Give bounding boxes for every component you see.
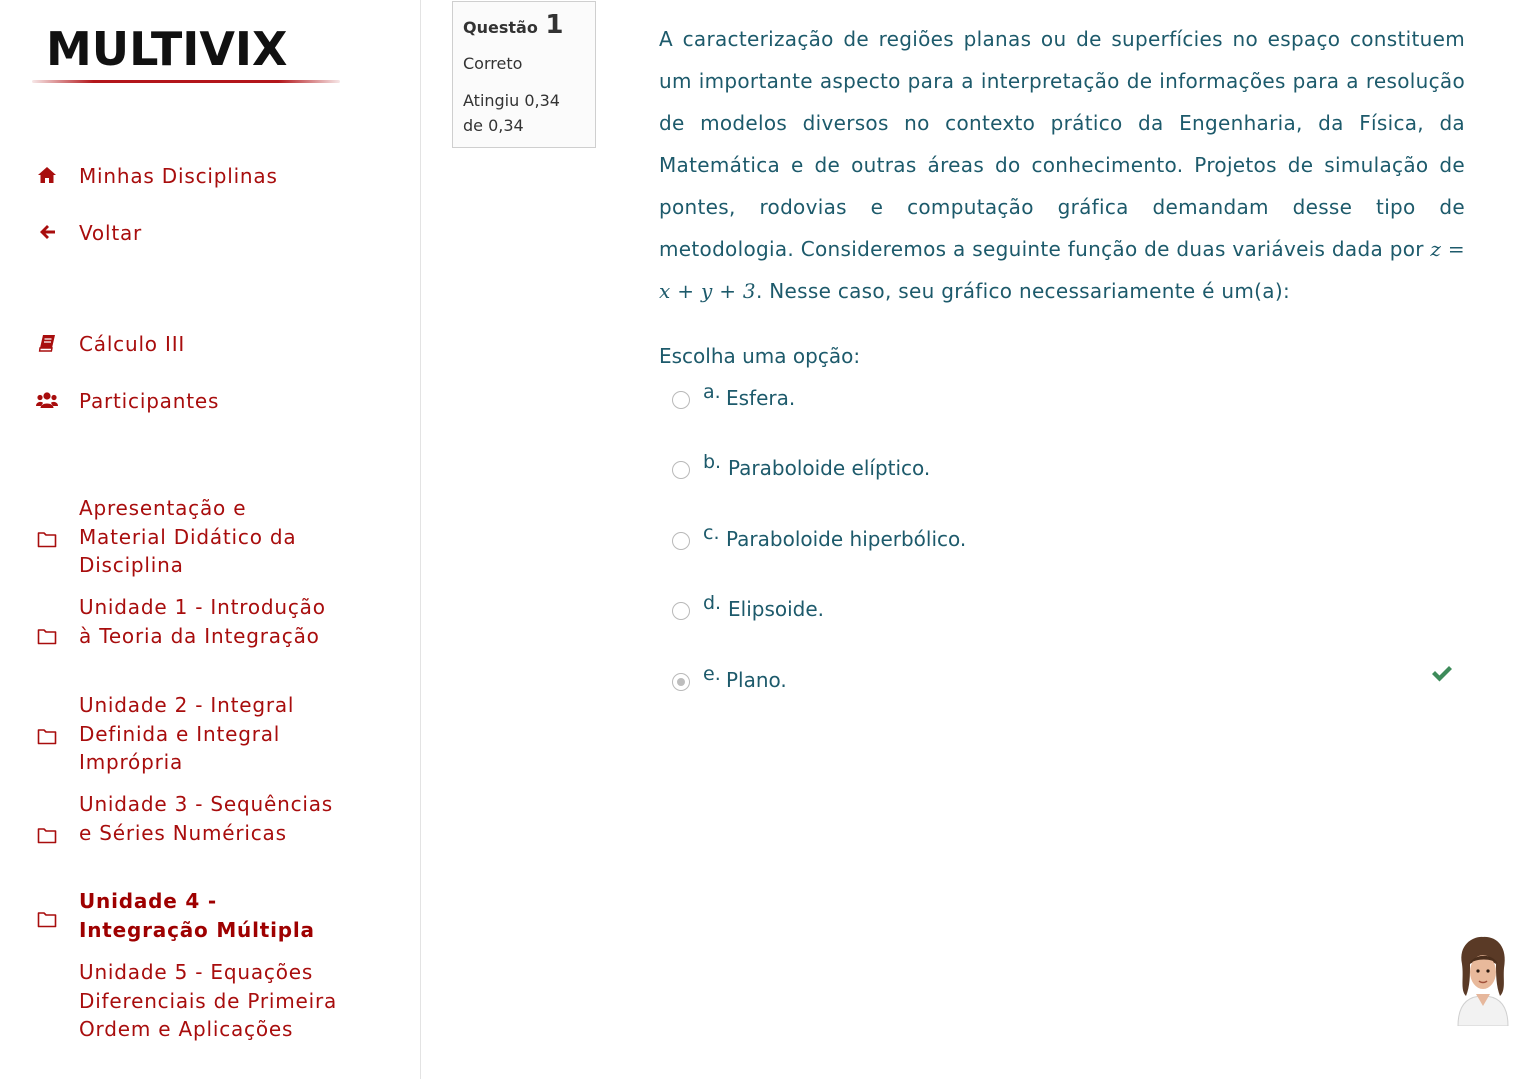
folder-icon [37,907,57,927]
option-c[interactable] [670,521,1460,561]
section-apresentacao[interactable] [0,494,400,580]
section-label: Unidade 4 - Integração Múltipla [79,889,315,942]
arrow-left-icon [36,221,58,243]
option-letter: b. [703,451,722,473]
section-unidade-4[interactable] [0,887,400,945]
question-grade: Atingiu 0,34 de 0,34 [463,91,560,135]
multivix-logo[interactable] [32,22,342,88]
option-radio-selected[interactable] [672,673,690,691]
nav-label: Participantes [79,389,220,413]
section-label: Apresentação e Material Didático da Disciplina [79,496,297,577]
section-label: Unidade 2 - Integral Definida e Integral Imprópria [79,693,295,774]
question-formula: z = x + y + 3 [659,237,1465,303]
question-text-body: A caracterização de regiões planas ou de superfícies no espaço constituem um importante aspecto para a interpretação de informações para a resolução de modelos diversos no contexto prático da Engenharia, da Física, da Matemática e de outras áreas do conhecimento. Projetos de simulação de pontes, rodovias e computação gráfica demandam desse tipo de metodologia. Consideremos a seguinte função de duas variáveis dada por [659,27,1465,261]
option-b[interactable] [670,450,1460,490]
question-info [452,1,596,148]
option-text: Paraboloide hiperbólico. [726,527,967,551]
nav-participantes[interactable] [0,389,400,417]
question-number: 1 [545,10,564,40]
section-unidade-2[interactable] [0,691,400,777]
question-title [463,10,563,40]
option-e[interactable] [670,662,1460,702]
option-a[interactable] [670,380,1460,420]
section-label: Unidade 1 - Introdução à Teoria da Integração [79,595,326,648]
section-unidade-1[interactable] [0,593,400,679]
option-text: Esfera. [726,386,796,410]
question-title-label: Questão [463,18,538,37]
option-text: Plano. [726,668,787,692]
option-radio[interactable] [672,461,690,479]
question-text-end: . Nesse caso, seu gráfico necessariamente é um(a): [755,279,1290,303]
section-label: Unidade 5 - Equações Diferenciais de Primeira Ordem e Aplicações [79,960,338,1041]
question-state: Correto [463,54,523,73]
logo-text: MULTIVIX [46,22,288,76]
logo-underline [32,80,340,83]
folder-icon [37,724,57,744]
option-radio[interactable] [672,391,690,409]
question-text [659,18,1465,312]
option-d[interactable] [670,591,1460,631]
option-letter: a. [703,381,721,403]
folder-icon [37,624,57,644]
option-letter: e. [703,663,721,685]
option-text: Elipsoide. [728,597,825,621]
nav-label: Minhas Disciplinas [79,164,278,188]
section-label: Unidade 3 - Sequências e Séries Numéricas [79,792,334,845]
folder-icon [37,823,57,843]
section-unidade-3[interactable] [0,790,400,876]
nav-minhas-disciplinas[interactable] [0,164,400,192]
option-letter: d. [703,592,722,614]
nav-label: Voltar [79,221,143,245]
option-text: Paraboloide elíptico. [728,456,931,480]
section-unidade-5[interactable] [0,958,400,1074]
folder-icon [37,527,57,547]
assistant-avatar-icon[interactable] [1452,934,1514,1026]
answer-prompt: Escolha uma opção: [659,344,861,368]
nav-voltar[interactable] [0,221,400,249]
sidebar [0,0,421,1079]
book-icon [36,332,58,354]
home-icon [36,164,58,186]
nav-calculo-iii[interactable] [0,332,400,360]
option-letter: c. [703,522,720,544]
check-icon [1430,663,1454,685]
option-radio[interactable] [672,602,690,620]
users-icon [36,389,58,411]
nav-label: Cálculo III [79,332,186,356]
option-radio[interactable] [672,532,690,550]
